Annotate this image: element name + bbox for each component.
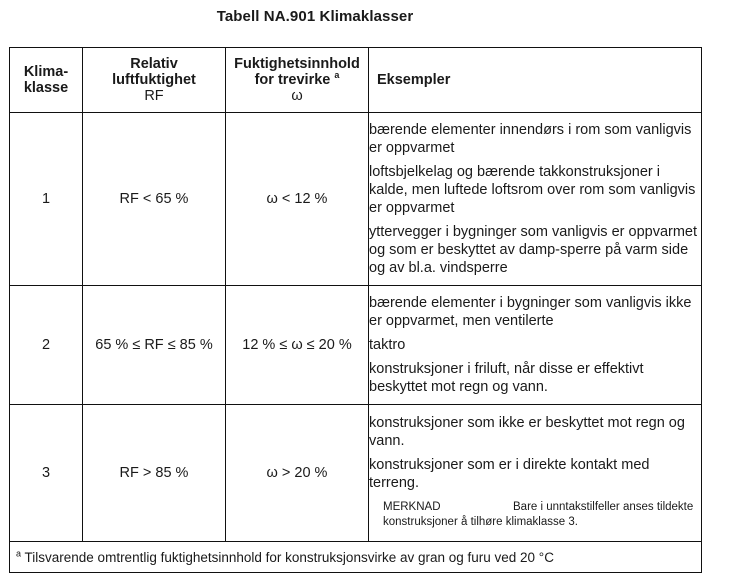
note-label: MERKNAD xyxy=(383,501,441,513)
klasse-cell: 3 xyxy=(10,405,83,542)
header-row xyxy=(10,48,702,113)
examples-cell xyxy=(369,405,702,542)
example-item: konstruksjoner som ikke er beskyttet mot regn og vann. xyxy=(369,415,685,449)
climate-class-table xyxy=(9,47,702,573)
table-row xyxy=(10,286,702,405)
header-klasse: Klima- klasse xyxy=(10,48,83,113)
examples-cell xyxy=(369,286,702,405)
klasse-cell: 2 xyxy=(10,286,83,405)
header-rf: Relativ luftfuktighet RF xyxy=(83,48,226,113)
note-text: Bare i unntakstilfeller anses tildekte konstruksjoner å tilhøre klimaklasse 3. xyxy=(383,501,694,528)
rf-cell: 65 % ≤ RF ≤ 85 % xyxy=(83,286,226,405)
table-row xyxy=(10,405,702,542)
examples-cell xyxy=(369,113,702,286)
footnote-mark: a xyxy=(16,548,22,558)
fukt-cell: ω < 12 % xyxy=(226,113,369,286)
footnote-row xyxy=(10,542,702,573)
fukt-cell: ω > 20 % xyxy=(226,405,369,542)
example-item: bærende elementer i bygninger som vanligvis ikke er oppvarmet, men ventilerte xyxy=(369,295,692,329)
example-item: konstruksjoner i friluft, når disse er effektivt beskyttet mot regn og vann. xyxy=(369,361,644,395)
example-item: konstruksjoner som er i direkte kontakt med terreng. xyxy=(369,457,650,491)
fukt-cell: 12 % ≤ ω ≤ 20 % xyxy=(226,286,369,405)
rf-cell: RF < 65 % xyxy=(83,113,226,286)
header-fuktighet: Fuktighetsinnhold for trevirke $^a$ ω xyxy=(226,48,369,113)
table-row xyxy=(10,113,702,286)
example-item: taktro xyxy=(369,337,406,353)
example-item: loftsbjelkelag og bærende takkonstruksjoner i kalde, men luftede loftsrom over rom som vanligvis er oppvarmet xyxy=(369,164,696,216)
example-item: yttervegger i bygninger som vanligvis er oppvarmet og som er beskyttet av damp-sperre på varm side og av bl.a. vindsperre xyxy=(369,224,698,276)
table-title: Tabell NA.901 Klimaklasser xyxy=(216,8,414,25)
footnote-cell xyxy=(10,542,702,573)
klasse-cell: 1 xyxy=(10,113,83,286)
example-item: bærende elementer innendørs i rom som vanligvis er oppvarmet xyxy=(369,122,692,156)
footnote-text: Tilsvarende omtrentlig fuktighetsinnhold for konstruksjonsvirke av gran og furu ved 20 °C xyxy=(24,549,554,565)
merknad-note xyxy=(369,498,701,532)
header-eksempler: Eksempler xyxy=(369,48,702,113)
rf-cell: RF > 85 % xyxy=(83,405,226,542)
